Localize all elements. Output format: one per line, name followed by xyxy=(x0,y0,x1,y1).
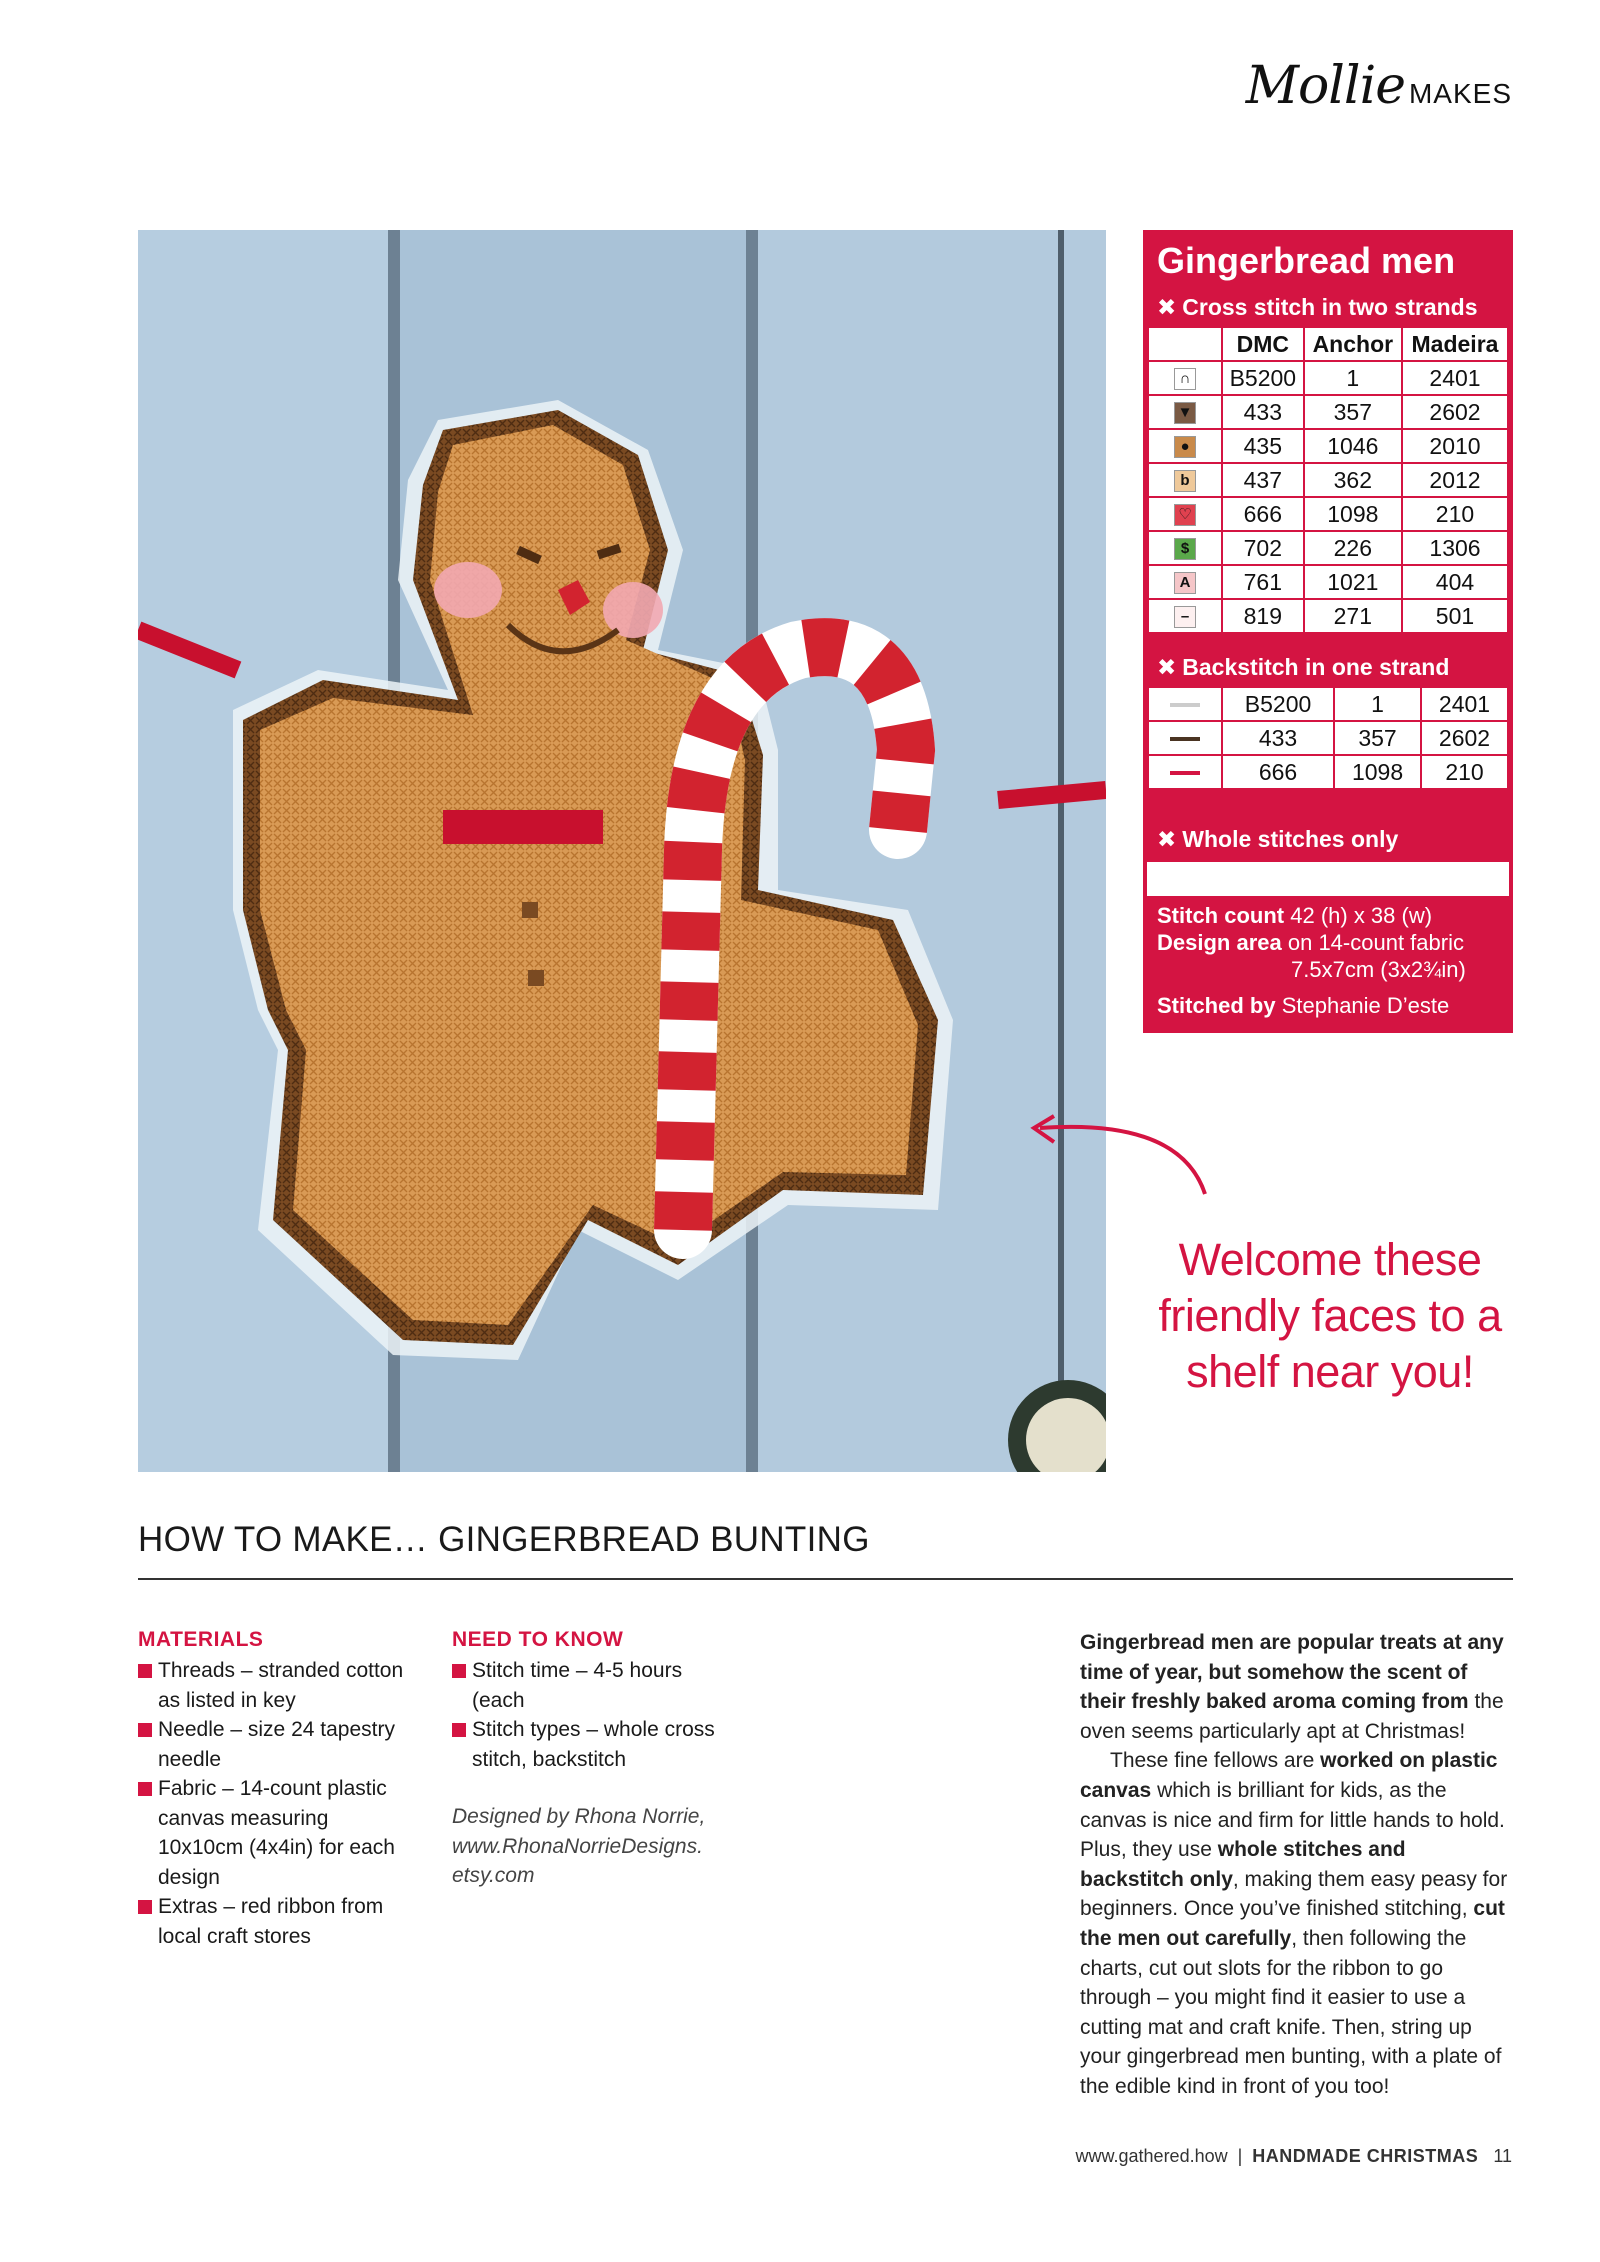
table-row: B5200 1 2401 xyxy=(1148,687,1508,721)
table-row: ∩ B5200 1 2401 xyxy=(1148,361,1508,395)
masthead-logo xyxy=(1246,56,1512,116)
divider xyxy=(138,1578,1513,1580)
backstitch-heading: ✖ Backstitch in one strand xyxy=(1157,654,1450,680)
list-item: Stitch time – 4-5 hours (each xyxy=(452,1656,732,1715)
swatch-icon: – xyxy=(1174,606,1196,628)
swatch-icon: ∩ xyxy=(1174,368,1196,390)
logo-script: Mollie xyxy=(1245,56,1405,116)
cross-icon: ✖ xyxy=(1157,826,1177,852)
paragraph: These fine fellows are worked on plastic canvas which is brilliant for kids, as the canvas is nice and firm for little hands to hold. Plus, they use whole stitches and backstitch only, making them easy peasy for beginners. Once you’ve finished stitching, cut the men out carefully, then following the charts, cut out slots for the ribbon to go through – you might find it easier to use a cutting mat and craft knife. Then, string up your gingerbread men bunting, with a plate of the edible kind in front of you too! xyxy=(1080,1749,1508,2098)
list-item: Extras – red ribbon from local craft stores xyxy=(138,1892,408,1951)
need-to-know-title: NEED TO KNOW xyxy=(452,1628,624,1651)
materials-title: MATERIALS xyxy=(138,1628,264,1651)
cross-icon: ✖ xyxy=(1157,294,1177,320)
table-row: ▼ 433 357 2602 xyxy=(1148,395,1508,429)
footer-url: www.gathered.how xyxy=(1075,2146,1228,2166)
page-footer: www.gathered.how | HANDMADE CHRISTMAS 11 xyxy=(1075,2146,1512,2166)
column-header: DMC xyxy=(1222,327,1304,361)
key-title: Gingerbread men xyxy=(1157,240,1456,281)
table-row: ● 435 1046 2010 xyxy=(1148,429,1508,463)
table-row: ♡ 666 1098 210 xyxy=(1148,497,1508,531)
designer-credit: Designed by Rhona Norrie, www.RhonaNorrieDesigns. etsy.com xyxy=(452,1805,706,1887)
cross-stitch-heading: ✖ Cross stitch in two strands xyxy=(1157,294,1478,320)
paragraph: Gingerbread men are popular treats at any time of year, but somehow the scent of their freshly baked aroma coming from the oven seems particularly apt at Christmas! xyxy=(1080,1631,1504,1743)
footer-section: HANDMADE CHRISTMAS xyxy=(1252,2146,1479,2166)
whole-stitches-heading: ✖ Whole stitches only xyxy=(1157,826,1399,852)
curved-arrow-icon xyxy=(1020,1108,1220,1198)
page-number: 11 xyxy=(1493,2146,1512,2166)
body-copy xyxy=(1080,1628,1515,2102)
cross-icon: ✖ xyxy=(1157,654,1177,680)
swatch-icon: ♡ xyxy=(1174,504,1196,526)
design-area-size: 7.5x7cm (3x2¾in) xyxy=(1291,957,1466,982)
section-heading: HOW TO MAKE… GINGERBREAD BUNTING xyxy=(138,1520,870,1559)
list-item: Threads – stranded cotton as listed in key xyxy=(138,1656,408,1715)
swatch-icon: ● xyxy=(1174,436,1196,458)
table-row: 666 1098 210 xyxy=(1148,755,1508,789)
backstitch-line-icon xyxy=(1170,771,1200,775)
callout-text: Welcome these friendly faces to a shelf near you! xyxy=(1158,1234,1502,1397)
table-header-row xyxy=(1148,327,1508,361)
table-row: A 761 1021 404 xyxy=(1148,565,1508,599)
table-row: b 437 362 2012 xyxy=(1148,463,1508,497)
stitch-count: Stitch count 42 (h) x 38 (w) xyxy=(1157,903,1433,928)
thread-key xyxy=(1143,230,1513,1033)
list-item: Fabric – 14-count plastic canvas measuring 10x10cm (4x4in) for each design xyxy=(138,1774,408,1892)
swatch-icon: ▼ xyxy=(1174,402,1196,424)
design-area: Design area on 14-count fabric xyxy=(1157,930,1464,955)
backstitch-line-icon xyxy=(1170,737,1200,741)
swatch-icon: b xyxy=(1174,470,1196,492)
swatch-icon: A xyxy=(1174,572,1196,594)
table-row: 433 357 2602 xyxy=(1148,721,1508,755)
gingerbread-photo xyxy=(138,230,1106,1472)
stitched-by: Stitched by Stephanie D’este xyxy=(1157,993,1450,1018)
swatch-icon: $ xyxy=(1174,538,1196,560)
column-header: Anchor xyxy=(1304,327,1402,361)
list-item: Stitch types – whole cross stitch, backstitch xyxy=(452,1715,732,1774)
materials-column xyxy=(138,1628,408,1951)
symbol-column-header xyxy=(1148,327,1222,361)
backstitch-table xyxy=(1147,686,1509,790)
backstitch-line-icon xyxy=(1170,703,1200,707)
need-to-know-column xyxy=(452,1628,732,1891)
blank-row xyxy=(1147,862,1509,896)
table-row: – 819 271 501 xyxy=(1148,599,1508,633)
list-item: Needle – size 24 tapestry needle xyxy=(138,1715,408,1774)
column-header: Madeira xyxy=(1402,327,1508,361)
table-row: $ 702 226 1306 xyxy=(1148,531,1508,565)
logo-makes: MAKES xyxy=(1408,78,1512,109)
cross-stitch-table xyxy=(1147,326,1509,634)
